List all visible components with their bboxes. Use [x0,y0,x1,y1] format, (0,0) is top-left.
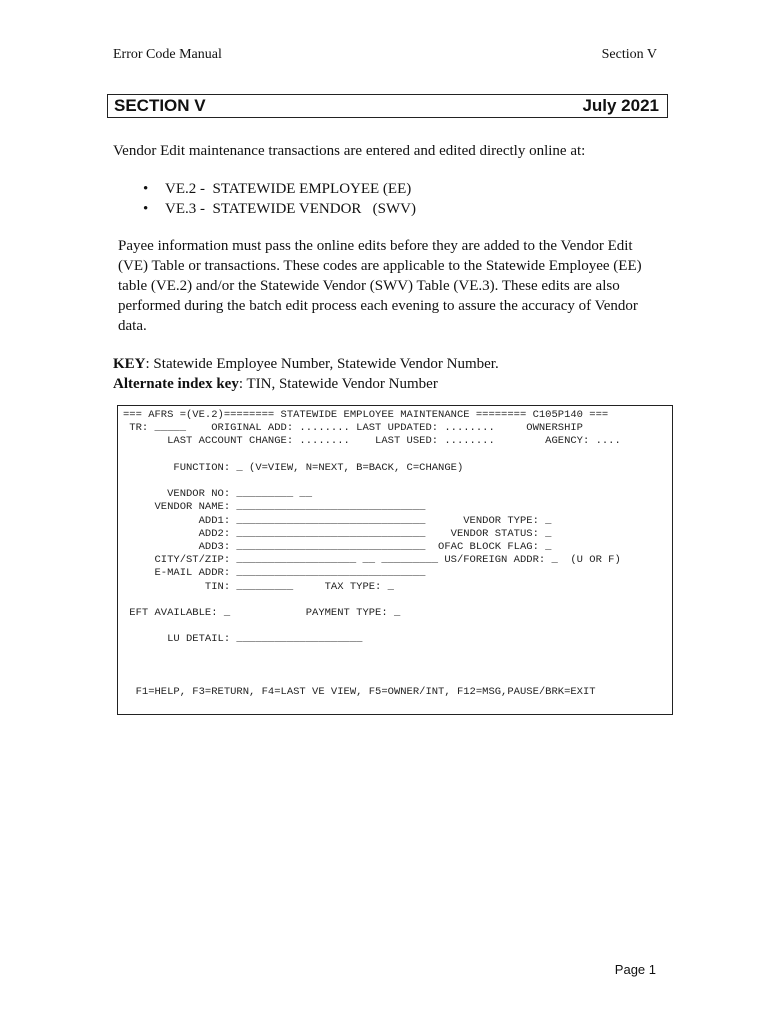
key-label: KEY [113,356,146,372]
terminal-line [123,475,672,488]
terminal-line [123,620,672,633]
page-number: Page 1 [614,962,656,977]
alternate-key-line [113,374,438,394]
list-item [143,199,416,219]
terminal-line: EFT AVAILABLE: _ PAYMENT TYPE: _ [123,607,401,620]
terminal-line: LAST ACCOUNT CHANGE: ........ LAST USED: ........ AGENCY: .... [123,435,621,448]
terminal-line [123,449,672,462]
terminal-text [118,406,672,699]
section-title: SECTION V [114,96,206,115]
section-date: July 2021 [582,96,659,115]
terminal-line: === AFRS =(VE.2)======== STATEWIDE EMPLOYEE MAINTENANCE ======== C105P140 === [123,409,609,421]
running-header-left: Error Code Manual [113,47,222,62]
bullet-icon: • [143,181,149,197]
terminal-line: TR: _____ ORIGINAL ADD: ........ LAST UPDATED: ........ OWNERSHIP [123,422,583,435]
list-item-text: VE.2 - STATEWIDE EMPLOYEE (EE) [165,181,412,197]
running-header-right: Section V [601,47,657,62]
terminal-line: TIN: _________ TAX TYPE: _ [123,580,394,593]
terminal-line: CITY/ST/ZIP: ___________________ __ _________ US/FOREIGN ADDR: _ (U OR F) [123,554,621,567]
list-item-text: VE.3 - STATEWIDE VENDOR (SWV) [165,201,416,217]
alternate-key-text: : TIN, Statewide Vendor Number [238,376,438,392]
list-item [143,179,416,199]
terminal-line [123,673,672,686]
key-text: : Statewide Employee Number, Statewide Vendor Number. [145,356,499,372]
terminal-line: ADD2: ______________________________ VENDOR STATUS: _ [123,527,552,540]
terminal-line: E-MAIL ADDR: ______________________________ [123,567,426,580]
payee-paragraph: Payee information must pass the online edits before they are added to the Vendor Edit (VE) Table or transactions. These codes are applicable to the Statewide Employee (EE) table (VE.2) and/or the Statewide Vendor (SWV) Table (VE.3). These edits are also performed during the batch edit process each evening to assure the accuracy of Vendor data. [118,238,642,334]
terminal-line: LU DETAIL: ____________________ [123,633,363,646]
terminal-line: FUNCTION: _ (V=VIEW, N=NEXT, B=BACK, C=CHANGE) [123,461,464,474]
alternate-key-label: Alternate index key [113,376,239,392]
bullet-icon: • [143,201,149,217]
key-line [113,354,499,374]
terminal-line [123,660,672,673]
terminal-screen [117,405,673,715]
intro-text: Vendor Edit maintenance transactions are entered and edited directly online at: [113,143,586,159]
terminal-line: ADD1: ______________________________ VENDOR TYPE: _ [123,514,552,527]
terminal-line [123,594,672,607]
transaction-list [143,179,416,219]
section-title-box [107,94,668,118]
terminal-line [123,647,672,660]
terminal-line: VENDOR NO: _________ __ [123,488,313,501]
terminal-line: VENDOR NAME: ______________________________ [123,501,426,514]
terminal-line: F1=HELP, F3=RETURN, F4=LAST VE VIEW, F5=OWNER/INT, F12=MSG,PAUSE/BRK=EXIT [123,686,596,699]
terminal-line: ADD3: ______________________________ OFAC BLOCK FLAG: _ [123,541,552,554]
